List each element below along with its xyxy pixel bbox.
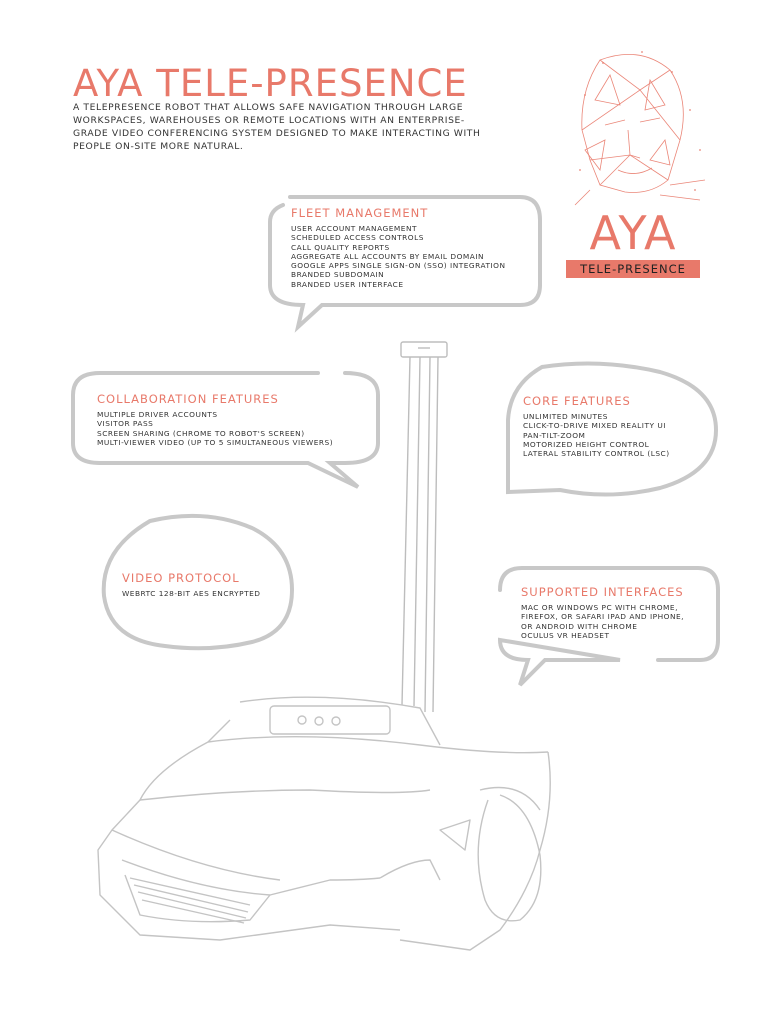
list-item: SCHEDULED ACCESS CONTROLS: [291, 233, 424, 243]
list-item: SCREEN SHARING (CHROME TO ROBOT'S SCREEN): [97, 428, 305, 438]
core-features-section: [523, 394, 670, 458]
list-item: BRANDED USER INTERFACE: [291, 279, 404, 289]
intro-text: A TELEPRESENCE ROBOT THAT ALLOWS SAFE NAVIGATION THROUGH LARGE WORKSPACES, WAREHOUSES OR REMOTE LOCATIONS WITH AN ENTERPRISE-GRADE VIDEO CONFERENCING SYSTEM DESIGNED TO MAKE INTERACTING WITH PEOPLE ON-SITE MORE NATURAL.: [73, 102, 481, 152]
list-item: LATERAL STABILITY CONTROL (LSC): [523, 449, 670, 459]
list-item: CLICK-TO-DRIVE MIXED REALITY UI: [523, 421, 666, 431]
list-item: UNLIMITED MINUTES: [523, 412, 608, 421]
interfaces-title: SUPPORTED INTERFACES: [521, 585, 684, 599]
supported-interfaces-section: [521, 585, 684, 640]
list-item: AGGREGATE ALL ACCOUNTS BY EMAIL DOMAIN: [291, 251, 485, 261]
page-title: AYA TELE-PRESENCE: [73, 62, 468, 105]
list-item: OR ANDROID WITH CHROME: [521, 621, 638, 631]
logo-tagline: TELE-PRESENCE: [566, 260, 700, 278]
list-item: MULTIPLE DRIVER ACCOUNTS: [97, 410, 218, 419]
list-item: VISITOR PASS: [97, 419, 154, 429]
list-item: OCULUS VR HEADSET: [521, 630, 610, 640]
aya-logo: [566, 206, 700, 278]
video-title: VIDEO PROTOCOL: [122, 571, 240, 585]
collaboration-section: [97, 392, 333, 447]
list-item: GOOGLE APPS SINGLE SIGN-ON (SSO) INTEGRATION: [291, 261, 506, 271]
video-protocol-section: [122, 571, 261, 598]
list-item: USER ACCOUNT MANAGEMENT: [291, 224, 417, 233]
face-illustration: [575, 54, 705, 205]
list-item: CALL QUALITY REPORTS: [291, 242, 390, 252]
list-item: BRANDED SUBDOMAIN: [291, 270, 385, 280]
list-item: MAC OR WINDOWS PC WITH CHROME,: [521, 603, 678, 612]
list-item: MULTI-VIEWER VIDEO (UP TO 5 SIMULTANEOUS VIEWERS): [97, 437, 334, 447]
list-item: WEBRTC 128-BIT AES ENCRYPTED: [122, 589, 261, 598]
fleet-management-section: [291, 206, 505, 289]
logo-name: AYA: [589, 206, 677, 260]
collab-title: COLLABORATION FEATURES: [97, 392, 279, 406]
list-item: MOTORIZED HEIGHT CONTROL: [523, 439, 650, 449]
list-item: PAN-TILT-ZOOM: [523, 430, 586, 440]
fleet-title: FLEET MANAGEMENT: [291, 206, 429, 220]
core-title: CORE FEATURES: [523, 394, 631, 408]
list-item: FIREFOX, OR SAFARI IPAD AND IPHONE,: [521, 612, 685, 622]
